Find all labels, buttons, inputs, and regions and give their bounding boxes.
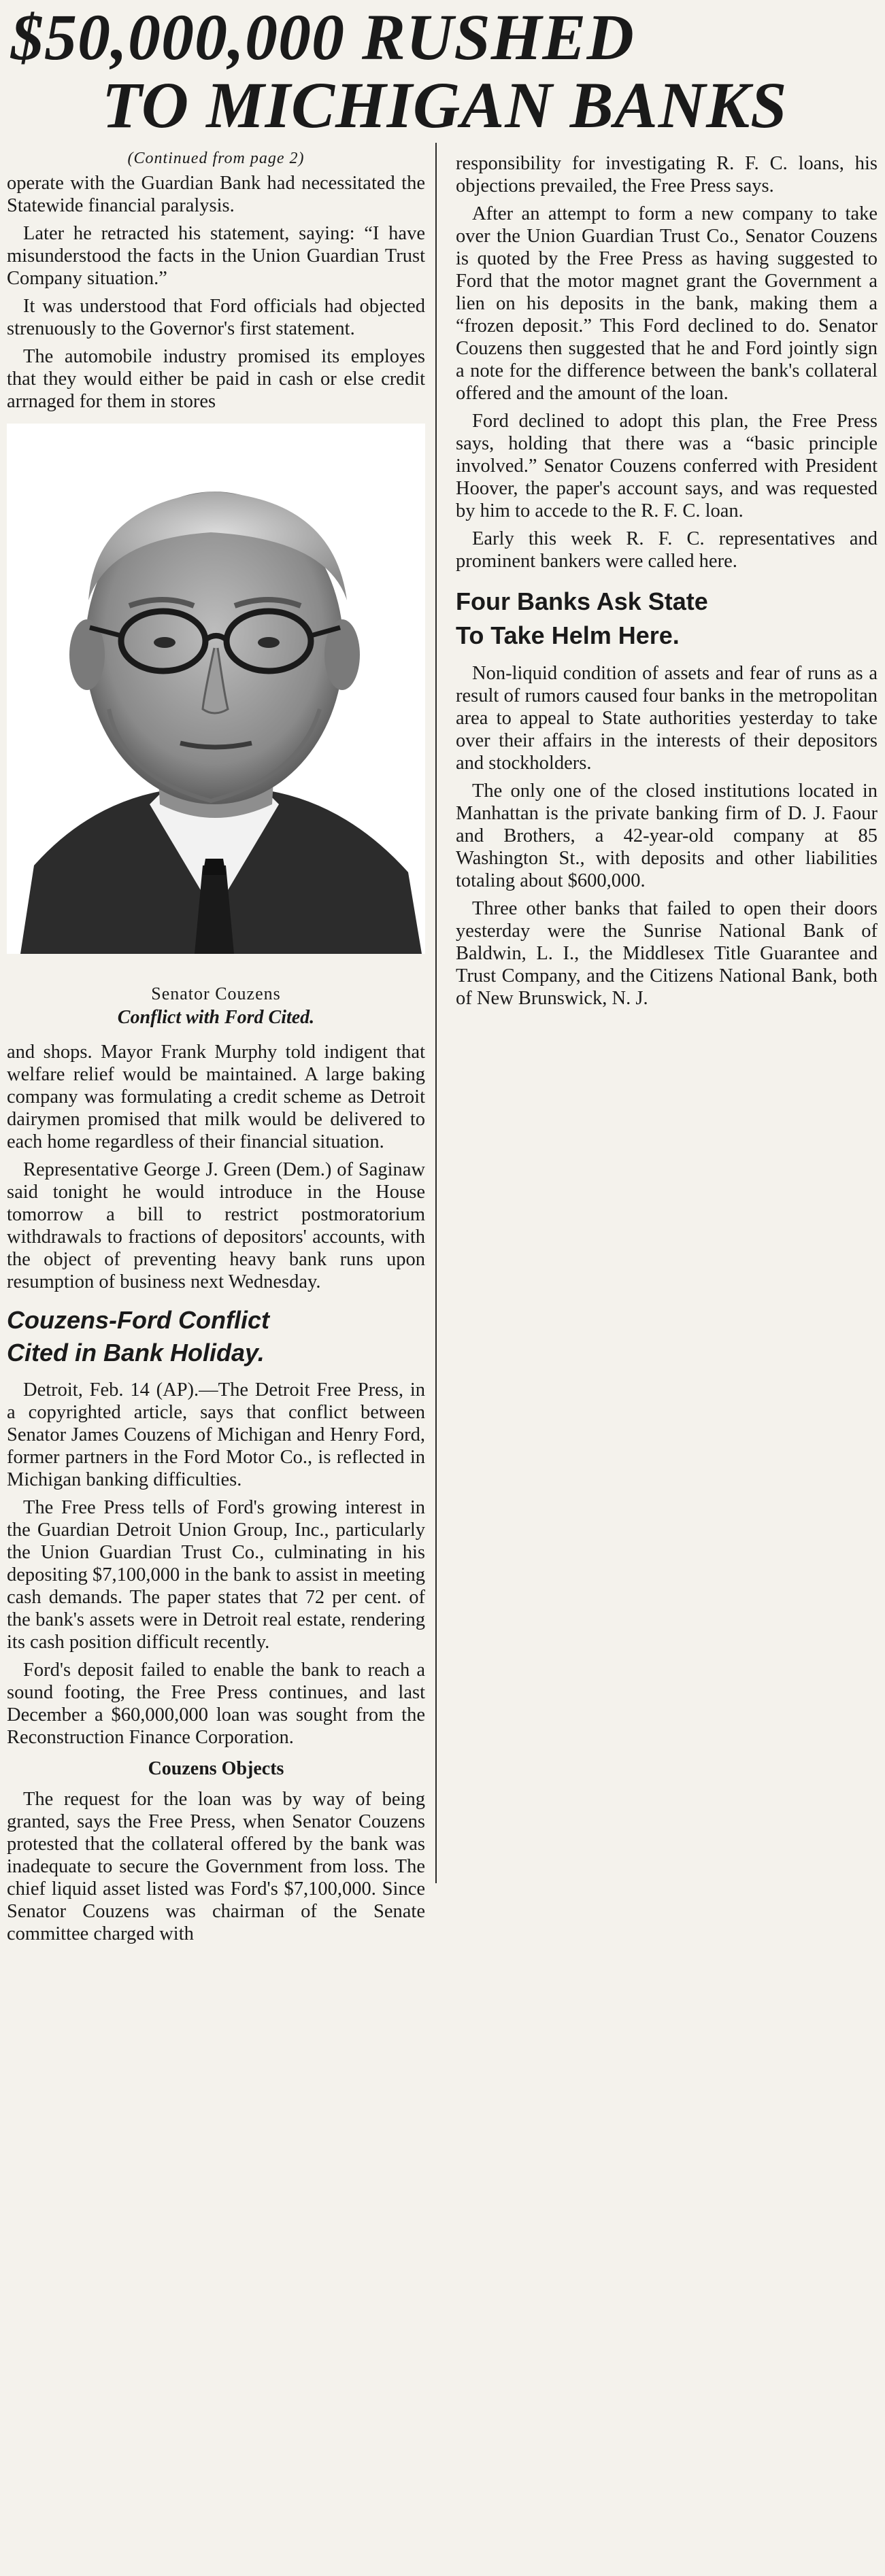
headline-line-2: TO MICHIGAN BANKS	[102, 69, 788, 141]
section-heading	[7, 1304, 425, 1369]
paragraph: Detroit, Feb. 14 (AP).—The Detroit Free Press, in a copyrighted article, says that conflict between Senator James Couzens of Michigan and Henry Ford, former partners in the Ford Motor Co., is reflected in Michigan banking difficulties.	[7, 1379, 425, 1490]
paragraph: Ford declined to adopt this plan, the Free Press says, holding that there was a “basic principle involved.” Senator Couzens conferred with President Hoover, the paper's account says, and was requested by him to accede to the R. F. C. loan.	[456, 411, 878, 521]
paragraph: Later he retracted his statement, saying: “I have misunderstood the facts in the Union Guardian Trust Company situation.”	[7, 223, 425, 289]
paragraph: Ford's deposit failed to enable the bank to reach a sound footing, the Free Press continues, and last December a $60,000,000 loan was sought from the Reconstruction Finance Corporation.	[7, 1660, 425, 1748]
section-heading	[456, 585, 878, 653]
paragraph: The Free Press tells of Ford's growing interest in the Guardian Detroit Union Group, Inc., particularly the Union Guardian Trust Co., culminating in his depositing $7,100,000 in the bank to assist in meeting cash demands. The paper states that 72 per cent. of the bank's assets were in Detroit real estate, rendering its cash position difficult recently.	[7, 1497, 425, 1653]
continued-note: (Continued from page 2)	[127, 150, 305, 167]
portrait-illustration	[7, 424, 425, 954]
senator-portrait-photo	[7, 424, 425, 954]
portrait-figure	[7, 424, 425, 1029]
headline-line-1: $50,000,000 RUSHED	[11, 1, 635, 73]
section-heading-line-2: Cited in Bank Holiday.	[7, 1339, 265, 1367]
paragraph: The automobile industry promised its employes that they would either be paid in cash or else credit arrnaged for them in stores	[7, 346, 425, 412]
paragraph: operate with the Guardian Bank had necessitated the Statewide financial paralysis.	[7, 173, 425, 216]
left-column	[7, 136, 425, 1951]
photo-caption	[7, 984, 425, 1029]
paragraph: After an attempt to form a new company to take over the Union Guardian Trust Co., Senator Couzens is quoted by the Free Press as having suggested to Ford that the motor magnet grant the Government a lien on his deposits in the bank, making them a “frozen deposit.” This Ford declined to do. Senator Couzens then suggested that he and Ford jointly sign a note for the difference between the bank's collateral offered and the amount of the loan.	[456, 203, 878, 404]
paragraph: and shops. Mayor Frank Murphy told indigent that welfare relief would be maintained. A large baking company was formulating a credit scheme as Detroit dairymen promised that milk would be delivered to each home regardless of their financial situation.	[7, 1042, 425, 1152]
subhead-couzens-objects: Couzens Objects	[148, 1758, 284, 1779]
right-column	[456, 136, 878, 1015]
section-heading-line-1: Four Banks Ask State	[456, 587, 708, 615]
caption-name: Senator Couzens	[151, 984, 281, 1003]
section-heading-line-1: Couzens-Ford Conflict	[7, 1306, 269, 1334]
section-heading-line-2: To Take Helm Here.	[456, 621, 680, 649]
paragraph: Representative George J. Green (Dem.) of Saginaw said tonight he would introduce in the House tomorrow a bill to restrict postmoratorium withdrawals to fractions of depositors' accounts, with the object of preventing heavy bank runs upon resumption of business next Wednesday.	[7, 1159, 425, 1292]
paragraph: It was understood that Ford officials had objected strenuously to the Governor's first statement.	[7, 296, 425, 339]
caption-subtitle: Conflict with Ford Cited.	[117, 1007, 315, 1028]
paragraph: The only one of the closed institutions located in Manhattan is the private banking firm of D. J. Faour and Brothers, a 42-year-old company at 85 Washington St., with deposits and other liabilities totaling about $600,000.	[456, 780, 878, 891]
paragraph: Three other banks that failed to open their doors yesterday were the Sunrise National Bank of Baldwin, L. I., the Middlesex Title Guarantee and Trust Company, and the Citizens National Bank, both of New Brunswick, N. J.	[456, 898, 878, 1009]
column-rule	[435, 143, 437, 1883]
paragraph: Early this week R. F. C. representatives and prominent bankers were called here.	[456, 528, 878, 572]
paragraph: responsibility for investigating R. F. C. loans, his objections prevailed, the Free Press says.	[456, 153, 878, 196]
paragraph: Non-liquid condition of assets and fear of runs as a result of rumors caused four banks in the metropolitan area to appeal to State authorities yesterday to take over their affairs in the interests of their depositors and stockholders.	[456, 663, 878, 774]
paragraph: The request for the loan was by way of being granted, says the Free Press, when Senator Couzens protested that the collateral offered by the bank was inadequate to secure the Government from loss. The chief liquid asset listed was Ford's $7,100,000. Since Senator Couzens was chairman of the Senate committee charged with	[7, 1789, 425, 1944]
